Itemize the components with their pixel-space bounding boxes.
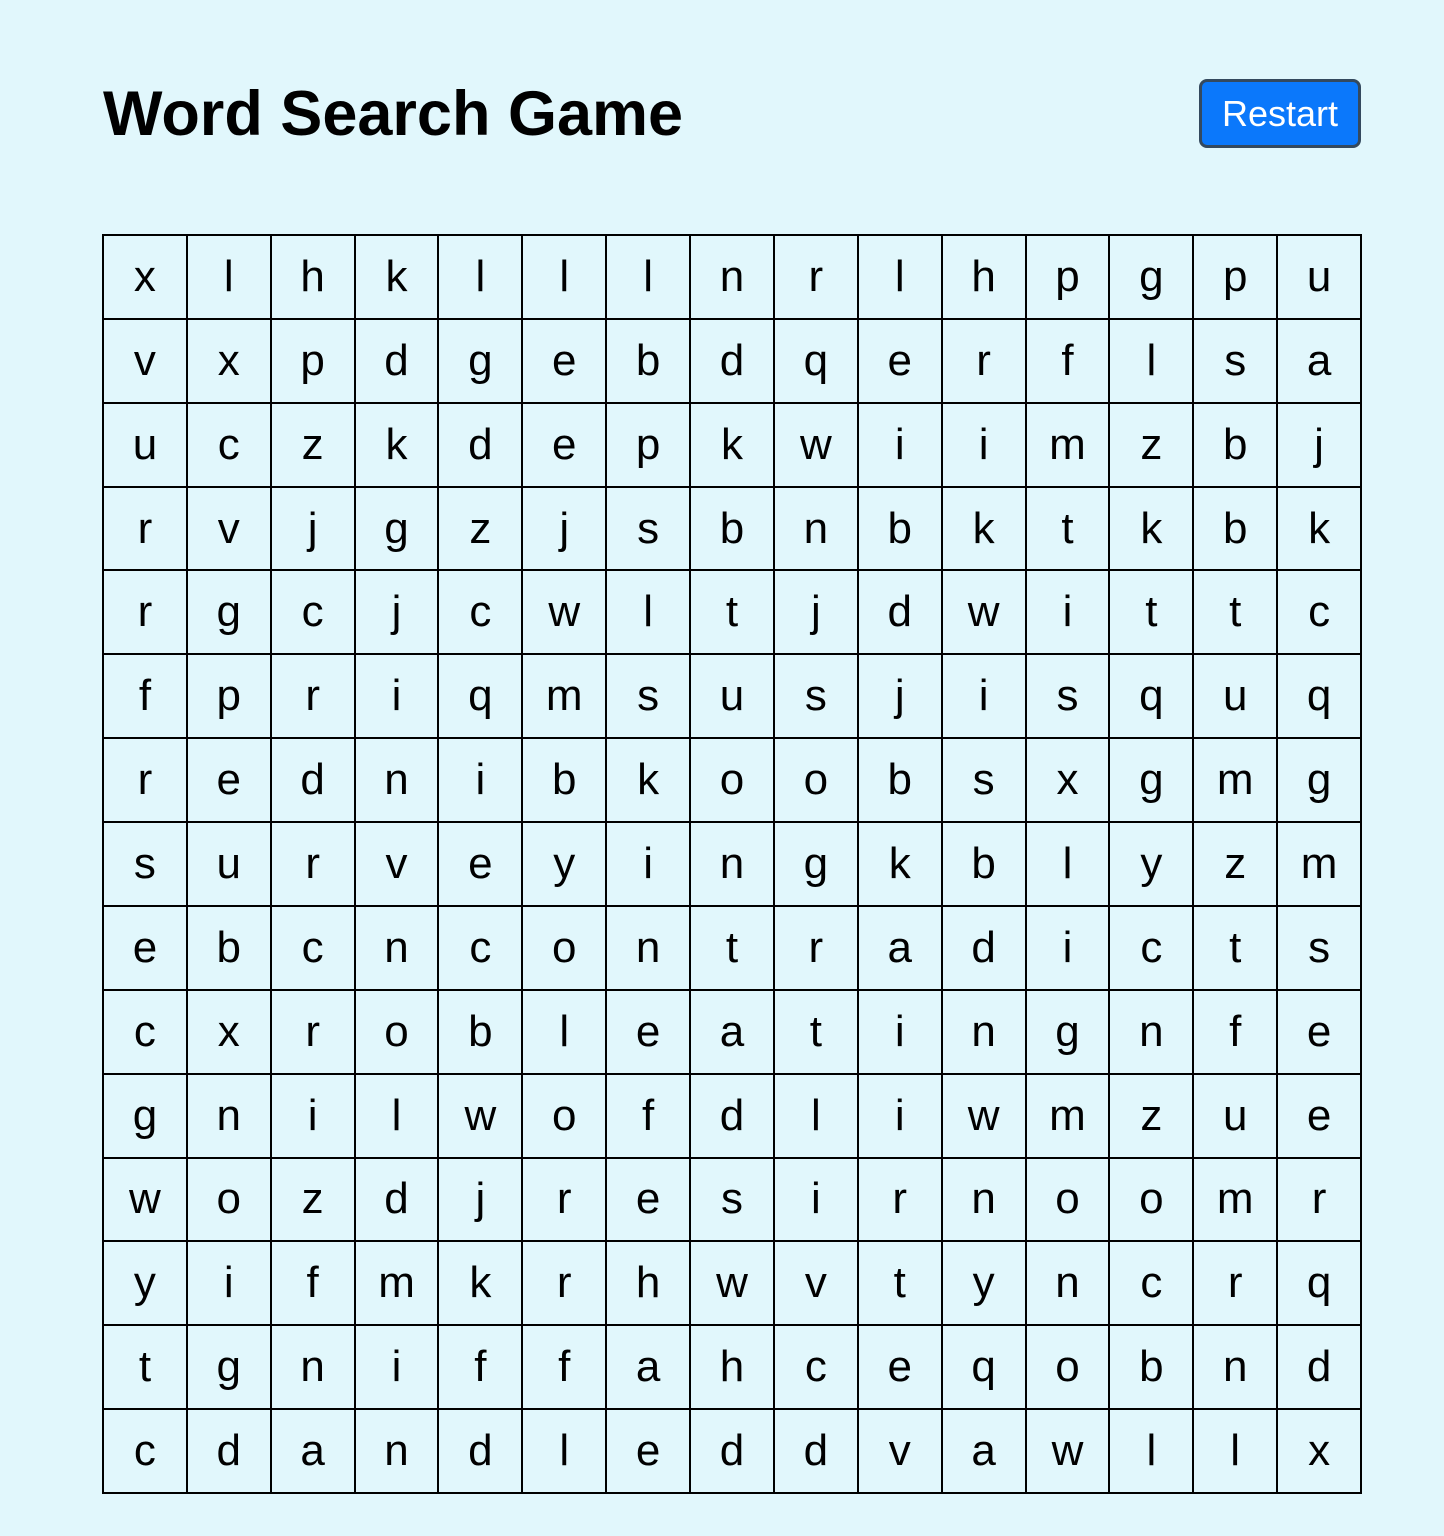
grid-cell[interactable]: n: [943, 991, 1027, 1075]
grid-cell[interactable]: q: [775, 320, 859, 404]
grid-cell[interactable]: r: [1194, 1242, 1278, 1326]
grid-cell[interactable]: h: [691, 1326, 775, 1410]
grid-cell[interactable]: n: [691, 823, 775, 907]
grid-cell[interactable]: k: [607, 739, 691, 823]
grid-cell[interactable]: v: [356, 823, 440, 907]
grid-cell[interactable]: o: [775, 739, 859, 823]
grid-cell[interactable]: l: [523, 236, 607, 320]
grid-cell[interactable]: u: [691, 655, 775, 739]
grid-cell[interactable]: c: [1110, 907, 1194, 991]
grid-cell[interactable]: o: [356, 991, 440, 1075]
grid-cell[interactable]: a: [943, 1410, 1027, 1494]
grid-cell[interactable]: f: [523, 1326, 607, 1410]
grid-cell[interactable]: a: [607, 1326, 691, 1410]
grid-cell[interactable]: e: [104, 907, 188, 991]
grid-cell[interactable]: t: [691, 907, 775, 991]
grid-cell[interactable]: e: [859, 1326, 943, 1410]
grid-cell[interactable]: c: [1110, 1242, 1194, 1326]
grid-cell[interactable]: e: [523, 320, 607, 404]
grid-cell[interactable]: g: [104, 1075, 188, 1159]
grid-cell[interactable]: l: [439, 236, 523, 320]
grid-cell[interactable]: n: [943, 1159, 1027, 1243]
grid-cell[interactable]: b: [607, 320, 691, 404]
grid-cell[interactable]: g: [1110, 739, 1194, 823]
grid-cell[interactable]: g: [188, 571, 272, 655]
grid-cell[interactable]: p: [272, 320, 356, 404]
grid-cell[interactable]: z: [272, 404, 356, 488]
grid-cell[interactable]: d: [859, 571, 943, 655]
grid-cell[interactable]: d: [439, 1410, 523, 1494]
grid-cell[interactable]: v: [859, 1410, 943, 1494]
grid-cell[interactable]: b: [523, 739, 607, 823]
grid-cell[interactable]: k: [356, 404, 440, 488]
grid-cell[interactable]: s: [775, 655, 859, 739]
grid-cell[interactable]: j: [439, 1159, 523, 1243]
grid-cell[interactable]: o: [1027, 1159, 1111, 1243]
grid-cell[interactable]: t: [1194, 571, 1278, 655]
grid-cell[interactable]: m: [523, 655, 607, 739]
grid-cell[interactable]: e: [607, 1410, 691, 1494]
grid-cell[interactable]: x: [1278, 1410, 1362, 1494]
grid-cell[interactable]: j: [1278, 404, 1362, 488]
grid-cell[interactable]: o: [1110, 1159, 1194, 1243]
grid-cell[interactable]: j: [775, 571, 859, 655]
grid-cell[interactable]: x: [104, 236, 188, 320]
grid-cell[interactable]: i: [272, 1075, 356, 1159]
grid-cell[interactable]: d: [272, 739, 356, 823]
grid-cell[interactable]: g: [1278, 739, 1362, 823]
grid-cell[interactable]: e: [439, 823, 523, 907]
page-title: Word Search Game: [103, 79, 684, 149]
grid-cell[interactable]: k: [356, 236, 440, 320]
grid-cell[interactable]: f: [607, 1075, 691, 1159]
grid-cell[interactable]: l: [859, 236, 943, 320]
grid-cell[interactable]: c: [272, 907, 356, 991]
grid-cell[interactable]: j: [859, 655, 943, 739]
grid-cell[interactable]: e: [1278, 1075, 1362, 1159]
grid-cell[interactable]: b: [188, 907, 272, 991]
grid-cell[interactable]: k: [691, 404, 775, 488]
grid-cell[interactable]: r: [104, 739, 188, 823]
grid-cell[interactable]: p: [1027, 236, 1111, 320]
grid-cell[interactable]: a: [859, 907, 943, 991]
grid-cell[interactable]: n: [188, 1075, 272, 1159]
grid-cell[interactable]: m: [1027, 1075, 1111, 1159]
grid-cell[interactable]: n: [1110, 991, 1194, 1075]
grid-cell[interactable]: z: [439, 488, 523, 572]
grid-cell[interactable]: c: [439, 571, 523, 655]
grid-cell[interactable]: d: [691, 320, 775, 404]
grid-cell[interactable]: g: [439, 320, 523, 404]
grid-cell[interactable]: r: [1278, 1159, 1362, 1243]
grid-cell[interactable]: n: [607, 907, 691, 991]
grid-cell[interactable]: f: [439, 1326, 523, 1410]
grid-cell[interactable]: n: [272, 1326, 356, 1410]
grid-cell[interactable]: t: [775, 991, 859, 1075]
grid-cell[interactable]: l: [188, 236, 272, 320]
grid-cell[interactable]: r: [523, 1242, 607, 1326]
grid-cell[interactable]: m: [1194, 739, 1278, 823]
grid-cell[interactable]: s: [1194, 320, 1278, 404]
grid-cell[interactable]: i: [943, 655, 1027, 739]
grid-cell[interactable]: z: [1110, 404, 1194, 488]
grid-cell[interactable]: s: [104, 823, 188, 907]
grid-cell[interactable]: k: [943, 488, 1027, 572]
grid-cell[interactable]: e: [1278, 991, 1362, 1075]
grid-cell[interactable]: l: [356, 1075, 440, 1159]
grid-cell[interactable]: b: [859, 488, 943, 572]
grid-cell[interactable]: r: [859, 1159, 943, 1243]
grid-cell[interactable]: t: [104, 1326, 188, 1410]
grid-cell[interactable]: m: [1194, 1159, 1278, 1243]
grid-cell[interactable]: b: [1194, 488, 1278, 572]
grid-cell[interactable]: l: [607, 236, 691, 320]
grid-cell[interactable]: r: [775, 907, 859, 991]
grid-cell[interactable]: v: [188, 488, 272, 572]
grid-cell[interactable]: m: [1027, 404, 1111, 488]
grid-cell[interactable]: w: [943, 571, 1027, 655]
grid-cell[interactable]: c: [104, 991, 188, 1075]
grid-cell[interactable]: f: [272, 1242, 356, 1326]
grid-cell[interactable]: u: [104, 404, 188, 488]
grid-cell[interactable]: n: [775, 488, 859, 572]
grid-cell[interactable]: h: [943, 236, 1027, 320]
grid-cell[interactable]: r: [104, 488, 188, 572]
grid-cell[interactable]: d: [691, 1410, 775, 1494]
grid-cell[interactable]: i: [188, 1242, 272, 1326]
grid-cell[interactable]: n: [356, 739, 440, 823]
grid-cell[interactable]: k: [1278, 488, 1362, 572]
grid-cell[interactable]: l: [775, 1075, 859, 1159]
grid-cell[interactable]: z: [272, 1159, 356, 1243]
grid-cell[interactable]: t: [691, 571, 775, 655]
grid-cell[interactable]: k: [439, 1242, 523, 1326]
grid-cell[interactable]: v: [104, 320, 188, 404]
grid-cell[interactable]: e: [607, 991, 691, 1075]
grid-cell[interactable]: s: [691, 1159, 775, 1243]
grid-cell[interactable]: i: [859, 404, 943, 488]
grid-cell[interactable]: d: [1278, 1326, 1362, 1410]
grid-cell[interactable]: p: [188, 655, 272, 739]
grid-cell[interactable]: r: [272, 823, 356, 907]
grid-cell[interactable]: w: [775, 404, 859, 488]
grid-cell[interactable]: t: [1194, 907, 1278, 991]
grid-cell[interactable]: x: [188, 320, 272, 404]
grid-cell[interactable]: k: [859, 823, 943, 907]
grid-cell[interactable]: l: [607, 571, 691, 655]
grid-cell[interactable]: x: [188, 991, 272, 1075]
grid-cell[interactable]: j: [272, 488, 356, 572]
grid-cell[interactable]: b: [1194, 404, 1278, 488]
grid-cell[interactable]: e: [188, 739, 272, 823]
grid-cell[interactable]: l: [1027, 823, 1111, 907]
grid-cell[interactable]: n: [691, 236, 775, 320]
grid-cell[interactable]: l: [1110, 320, 1194, 404]
grid-cell[interactable]: y: [104, 1242, 188, 1326]
grid-cell[interactable]: z: [1194, 823, 1278, 907]
grid-cell[interactable]: n: [356, 907, 440, 991]
grid-cell[interactable]: i: [775, 1159, 859, 1243]
grid-cell[interactable]: i: [356, 655, 440, 739]
grid-cell[interactable]: l: [523, 1410, 607, 1494]
grid-cell[interactable]: g: [1110, 236, 1194, 320]
grid-cell[interactable]: i: [943, 404, 1027, 488]
grid-cell[interactable]: h: [607, 1242, 691, 1326]
grid-cell[interactable]: u: [1194, 1075, 1278, 1159]
grid-cell[interactable]: t: [859, 1242, 943, 1326]
grid-cell[interactable]: c: [1278, 571, 1362, 655]
grid-cell[interactable]: i: [1027, 907, 1111, 991]
grid-cell[interactable]: l: [1194, 1410, 1278, 1494]
grid-cell[interactable]: x: [1027, 739, 1111, 823]
grid-cell[interactable]: g: [775, 823, 859, 907]
grid-cell[interactable]: o: [523, 907, 607, 991]
grid-cell[interactable]: m: [1278, 823, 1362, 907]
grid-cell[interactable]: j: [356, 571, 440, 655]
grid-cell[interactable]: m: [356, 1242, 440, 1326]
grid-cell[interactable]: r: [523, 1159, 607, 1243]
grid-cell[interactable]: f: [1027, 320, 1111, 404]
grid-cell[interactable]: w: [691, 1242, 775, 1326]
grid-cell[interactable]: d: [356, 320, 440, 404]
grid-cell[interactable]: z: [1110, 1075, 1194, 1159]
grid-cell[interactable]: d: [775, 1410, 859, 1494]
grid-cell[interactable]: w: [943, 1075, 1027, 1159]
grid-cell[interactable]: u: [188, 823, 272, 907]
grid-cell[interactable]: y: [1110, 823, 1194, 907]
grid-cell[interactable]: b: [943, 823, 1027, 907]
grid-cell[interactable]: t: [1027, 488, 1111, 572]
grid-cell[interactable]: d: [691, 1075, 775, 1159]
grid-cell[interactable]: d: [356, 1159, 440, 1243]
grid-cell[interactable]: s: [943, 739, 1027, 823]
grid-cell[interactable]: c: [272, 571, 356, 655]
grid-cell[interactable]: e: [523, 404, 607, 488]
grid-cell[interactable]: o: [1027, 1326, 1111, 1410]
grid-cell[interactable]: q: [439, 655, 523, 739]
grid-cell[interactable]: r: [775, 236, 859, 320]
grid-cell[interactable]: s: [1278, 907, 1362, 991]
grid-cell[interactable]: v: [775, 1242, 859, 1326]
grid-cell[interactable]: u: [1194, 655, 1278, 739]
grid-cell[interactable]: u: [1278, 236, 1362, 320]
grid-cell[interactable]: i: [859, 991, 943, 1075]
grid-cell[interactable]: c: [104, 1410, 188, 1494]
grid-cell[interactable]: w: [523, 571, 607, 655]
grid-cell[interactable]: k: [1110, 488, 1194, 572]
grid-cell[interactable]: y: [943, 1242, 1027, 1326]
grid-cell[interactable]: b: [1110, 1326, 1194, 1410]
grid-cell[interactable]: r: [272, 991, 356, 1075]
grid-cell[interactable]: l: [1110, 1410, 1194, 1494]
restart-button[interactable]: Restart: [1199, 79, 1361, 148]
grid-cell[interactable]: b: [439, 991, 523, 1075]
grid-cell[interactable]: q: [943, 1326, 1027, 1410]
grid-cell[interactable]: q: [1278, 655, 1362, 739]
grid-cell[interactable]: q: [1110, 655, 1194, 739]
grid-cell[interactable]: h: [272, 236, 356, 320]
grid-cell[interactable]: b: [859, 739, 943, 823]
grid-cell[interactable]: i: [859, 1075, 943, 1159]
grid-cell[interactable]: i: [439, 739, 523, 823]
grid-cell[interactable]: i: [356, 1326, 440, 1410]
grid-cell[interactable]: o: [188, 1159, 272, 1243]
grid-cell[interactable]: d: [943, 907, 1027, 991]
grid-cell[interactable]: g: [1027, 991, 1111, 1075]
grid-cell[interactable]: c: [439, 907, 523, 991]
grid-cell[interactable]: n: [356, 1410, 440, 1494]
grid-cell[interactable]: q: [1278, 1242, 1362, 1326]
letter-grid: [102, 234, 1362, 1494]
grid-cell[interactable]: w: [1027, 1410, 1111, 1494]
grid-cell[interactable]: d: [439, 404, 523, 488]
grid-cell[interactable]: s: [1027, 655, 1111, 739]
grid-cell[interactable]: r: [272, 655, 356, 739]
grid-cell[interactable]: l: [523, 991, 607, 1075]
grid-cell[interactable]: p: [1194, 236, 1278, 320]
grid-cell[interactable]: w: [439, 1075, 523, 1159]
grid-cell[interactable]: n: [1194, 1326, 1278, 1410]
grid-cell[interactable]: d: [188, 1410, 272, 1494]
grid-cell[interactable]: i: [607, 823, 691, 907]
grid-cell[interactable]: g: [356, 488, 440, 572]
grid-cell[interactable]: t: [1110, 571, 1194, 655]
grid-cell[interactable]: o: [523, 1075, 607, 1159]
grid-cell[interactable]: n: [1027, 1242, 1111, 1326]
grid-cell[interactable]: p: [607, 404, 691, 488]
grid-cell[interactable]: y: [523, 823, 607, 907]
grid-cell[interactable]: w: [104, 1159, 188, 1243]
grid-cell[interactable]: r: [104, 571, 188, 655]
grid-cell[interactable]: s: [607, 655, 691, 739]
grid-cell[interactable]: a: [1278, 320, 1362, 404]
grid-cell[interactable]: a: [272, 1410, 356, 1494]
grid-cell[interactable]: g: [188, 1326, 272, 1410]
grid-cell[interactable]: b: [691, 488, 775, 572]
grid-cell[interactable]: j: [523, 488, 607, 572]
grid-cell[interactable]: r: [943, 320, 1027, 404]
grid-cell[interactable]: i: [1027, 571, 1111, 655]
grid-cell[interactable]: c: [188, 404, 272, 488]
grid-cell[interactable]: e: [859, 320, 943, 404]
grid-cell[interactable]: e: [607, 1159, 691, 1243]
grid-cell[interactable]: f: [1194, 991, 1278, 1075]
grid-cell[interactable]: s: [607, 488, 691, 572]
grid-cell[interactable]: c: [775, 1326, 859, 1410]
grid-cell[interactable]: f: [104, 655, 188, 739]
grid-cell[interactable]: a: [691, 991, 775, 1075]
grid-cell[interactable]: o: [691, 739, 775, 823]
